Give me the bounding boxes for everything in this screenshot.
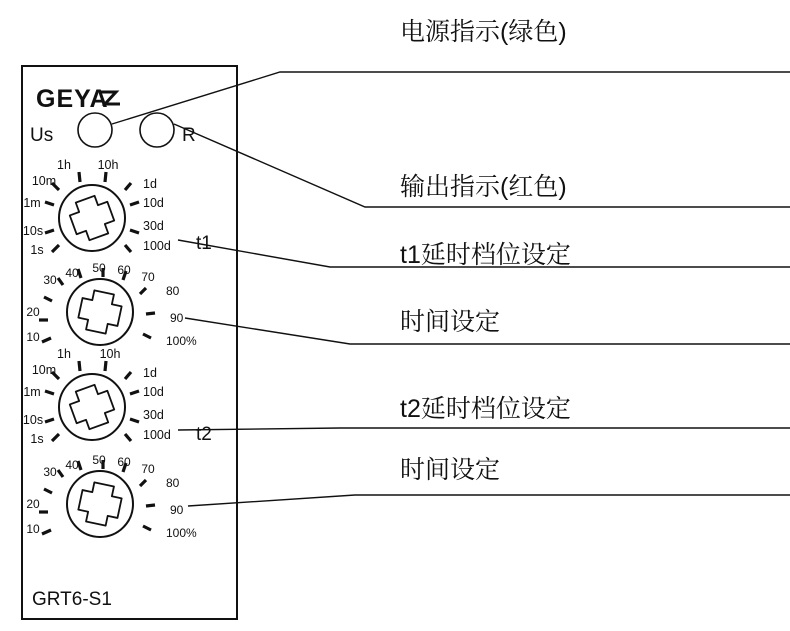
callout-t2-range: t2延时档位设定 [400,395,571,423]
t1-range-tick-10h: 10h [97,158,119,172]
brand-logo [36,85,120,113]
t1-time-tick-20: 20 [26,305,40,319]
t1-time-tick-80: 80 [166,284,180,298]
t2-range-tick-1m: 1m [23,385,41,399]
t1-time-tick-50: 50 [92,261,106,275]
t2-time-tick-80: 80 [166,476,180,490]
t2-range-tick-1h: 1h [57,347,71,361]
leader-t2-time [188,495,790,506]
t1-range-tick-100d: 100d [143,239,171,253]
t1-range-tick-1h: 1h [57,158,71,172]
leader-t2-range [178,428,790,430]
t2-time-tick-100: 100% [166,526,197,540]
t2-range-tick-10d: 10d [143,385,164,399]
knob-t2-label: t2 [196,424,212,445]
t2-time-tick-90: 90 [170,503,184,517]
t2-range-tick-100d: 100d [143,428,171,442]
t2-range-tick-10h: 10h [99,347,121,361]
t2-time-tick-10: 10 [26,522,40,536]
power-led [78,113,112,147]
t1-range-tick-1s: 1s [30,243,44,257]
t2-time-tick-30: 30 [43,465,57,479]
t1-time-tick-60: 60 [117,263,131,277]
t2-range-tick-30d: 30d [143,408,164,422]
t1-range-tick-30d: 30d [143,219,164,233]
t2-time-tick-40: 40 [65,458,79,472]
t2-range-tick-1s: 1s [30,432,44,446]
knob-t1-label: t1 [196,233,212,254]
callout-t1-range: t1延时档位设定 [400,241,571,269]
output-led [140,113,174,147]
model-label: GRT6-S1 [32,589,112,610]
t2-time-tick-50: 50 [92,453,106,467]
t1-range-tick-1d: 1d [143,177,157,191]
callout-t1-time: 时间设定 [400,308,501,336]
t1-range-tick-10m: 10m [31,174,57,188]
callout-output-indicator: 输出指示(红色) [400,173,567,201]
t2-range-tick-10m: 10m [31,363,57,377]
t1-time-tick-40: 40 [65,266,79,280]
t1-time-tick-90: 90 [170,311,184,325]
t1-time-tick-10: 10 [26,330,40,344]
t1-time-tick-30: 30 [43,273,57,287]
led-label-us: Us [30,125,54,146]
t1-time-tick-100: 100% [166,334,197,348]
t2-time-tick-60: 60 [117,455,131,469]
callout-t2-time: 时间设定 [400,456,501,484]
callout-power-indicator: 电源指示(绿色) [400,18,567,46]
led-label-r: R [182,125,196,146]
t1-range-tick-1m: 1m [23,196,41,210]
device-body [22,66,237,619]
t1-range-tick-10d: 10d [143,196,164,210]
t1-time-tick-70: 70 [141,270,155,284]
t2-time-tick-20: 20 [26,497,40,511]
t2-time-tick-70: 70 [141,462,155,476]
t2-range-tick-1d: 1d [143,366,157,380]
t2-range-tick-10s: 10s [22,413,44,427]
brand-label: GEYA [36,85,109,113]
t1-range-tick-10s: 10s [22,224,44,238]
